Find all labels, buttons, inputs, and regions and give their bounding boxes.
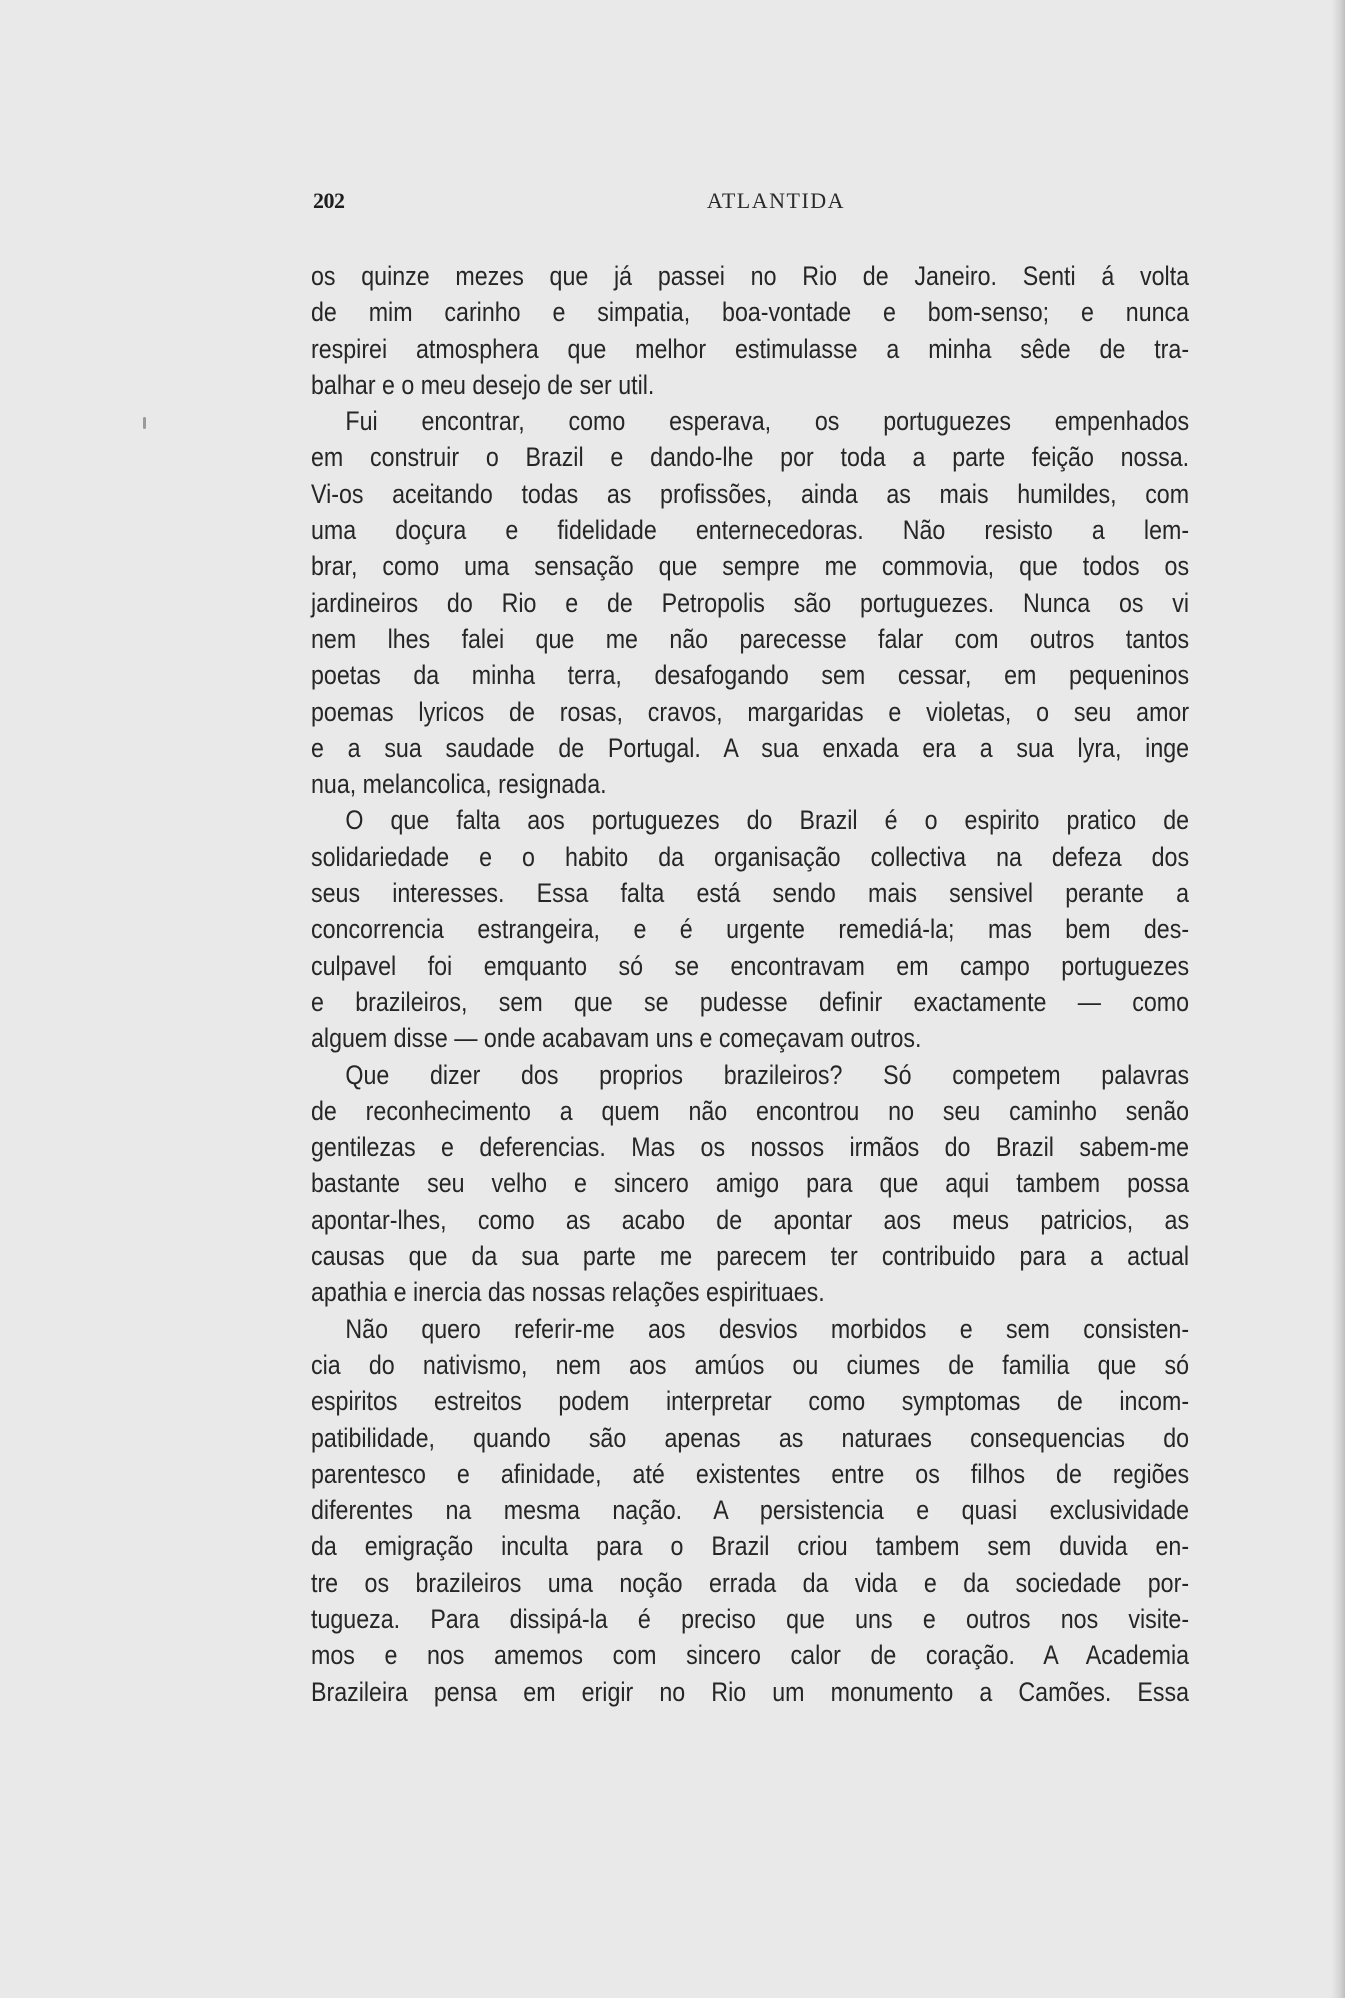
text-line: tugueza. Para dissipá-la é preciso que uns e outros nos visite-: [311, 1603, 1190, 1634]
text-line: alguem disse — onde acabavam uns e começavam outros.: [311, 1023, 922, 1054]
text-line: poetas da minha terra, desafogando sem cessar, em pequeninos: [311, 660, 1190, 691]
body-text: [311, 258, 1189, 1710]
text-line: apathia e inercia das nossas relações espirituaes.: [311, 1277, 825, 1308]
text-line: e a sua saudade de Portugal. A sua enxada era a sua lyra, inge: [311, 732, 1190, 763]
text-line: uma doçura e fidelidade enternecedoras. Não resisto a lem-: [311, 515, 1190, 546]
text-line: solidariedade e o habito da organisação collectiva na defeza dos: [311, 841, 1190, 872]
text-line: espiritos estreitos podem interpretar como symptomas de incom-: [311, 1386, 1190, 1417]
running-head: [313, 188, 1189, 218]
text-line: causas que da sua parte me parecem ter contribuido para a actual: [311, 1241, 1190, 1272]
text-line: culpavel foi emquanto só se encontravam em campo portuguezes: [311, 950, 1190, 981]
text-line: tre os brazileiros uma noção errada da vida e da sociedade por-: [311, 1567, 1190, 1598]
text-line: Que dizer dos proprios brazileiros? Só competem palavras: [345, 1059, 1190, 1090]
text-line: O que falta aos portuguezes do Brazil é o espirito pratico de: [345, 805, 1190, 836]
text-line: os quinze mezes que já passei no Rio de Janeiro. Senti á volta: [311, 261, 1190, 291]
text-line: parentesco e afinidade, até existentes entre os filhos de regiões: [311, 1458, 1190, 1489]
page-edge-shadow: [1331, 0, 1345, 1998]
text-line: e brazileiros, sem que se pudesse definir exactamente — como: [311, 986, 1190, 1017]
text-line: seus interesses. Essa falta está sendo mais sensivel perante a: [311, 878, 1190, 909]
text-line: jardineiros do Rio e de Petropolis são portuguezes. Nunca os vi: [311, 587, 1190, 618]
text-line: de reconhecimento a quem não encontrou no seu caminho senão: [311, 1095, 1190, 1126]
text-line: concorrencia estrangeira, e é urgente remediá-la; mas bem des-: [311, 914, 1190, 945]
text-line: diferentes na mesma nação. A persistencia e quasi exclusividade: [311, 1495, 1190, 1526]
text-line: brar, como uma sensação que sempre me commovia, que todos os: [311, 551, 1190, 582]
paper-speck: [143, 417, 146, 429]
text-line: bastante seu velho e sincero amigo para que aqui tambem possa: [311, 1168, 1190, 1199]
running-title: ATLANTIDA: [706, 188, 846, 213]
text-line: mos e nos amemos com sincero calor de coração. A Academia: [311, 1640, 1190, 1671]
text-line: da emigração inculta para o Brazil criou tambem sem duvida en-: [311, 1531, 1190, 1562]
text-line: patibilidade, quando são apenas as naturaes consequencias do: [311, 1422, 1190, 1453]
text-line: nem lhes falei que me não parecesse falar com outros tantos: [311, 623, 1190, 654]
text-line: Não quero referir-me aos desvios morbidos e sem consisten-: [345, 1313, 1190, 1344]
text-line: Fui encontrar, como esperava, os portuguezes empenhados: [345, 406, 1190, 437]
text-line: apontar-lhes, como as acabo de apontar aos meus patricios, as: [311, 1204, 1190, 1235]
text-line: cia do nativismo, nem aos amúos ou ciumes de familia que só: [311, 1349, 1190, 1380]
text-line: balhar e o meu desejo de ser util.: [311, 369, 655, 400]
text-line: nua, melancolica, resignada.: [311, 769, 607, 800]
text-line: respirei atmosphera que melhor estimulasse a minha sêde de tra-: [311, 333, 1190, 364]
page-number: 202: [313, 188, 345, 213]
text-line: poemas lyricos de rosas, cravos, margaridas e violetas, o seu amor: [311, 696, 1190, 727]
text-line: de mim carinho e simpatia, boa-vontade e bom-senso; e nunca: [311, 297, 1190, 328]
text-line: Brazileira pensa em erigir no Rio um monumento a Camões. Essa: [311, 1676, 1190, 1707]
text-line: em construir o Brazil e dando-lhe por toda a parte feição nossa.: [311, 442, 1190, 473]
text-line: Vi-os aceitando todas as profissões, ainda as mais humildes, com: [311, 478, 1190, 509]
text-line: gentilezas e deferencias. Mas os nossos irmãos do Brazil sabem-me: [311, 1132, 1190, 1163]
